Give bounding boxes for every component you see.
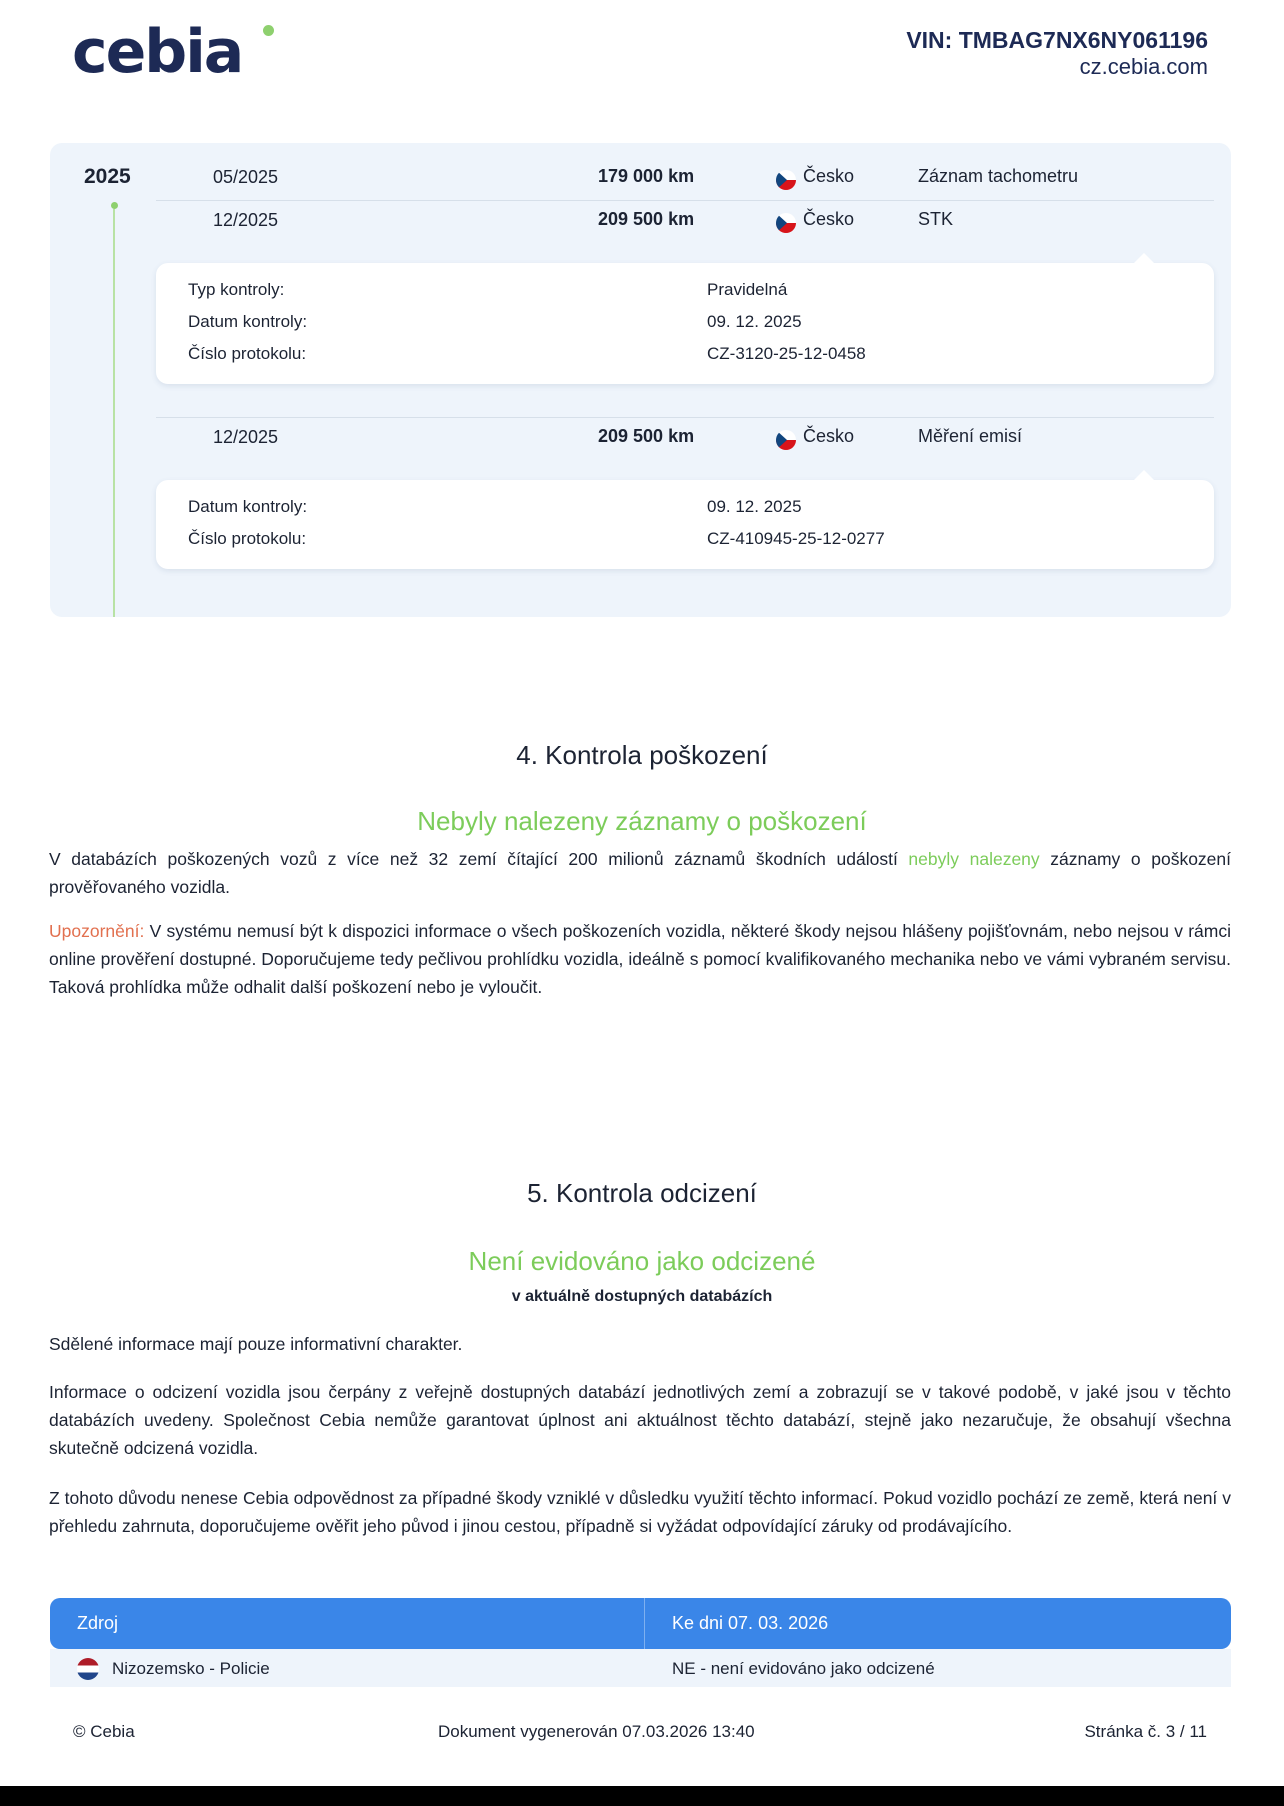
footer-copyright: © Cebia bbox=[73, 1722, 135, 1741]
cebia-logo bbox=[72, 17, 243, 87]
detail-value: 09. 12. 2025 bbox=[707, 497, 802, 516]
bottom-bar bbox=[0, 1786, 1284, 1806]
row-country: Česko bbox=[803, 209, 855, 229]
website-link[interactable]: cz.cebia.com bbox=[1079, 54, 1208, 79]
row-event: Měření emisí bbox=[918, 426, 1023, 446]
theft-paragraph-3: Z tohoto důvodu nenese Cebia odpovědnost za případné škody vzniklé v důsledku využití těchto informací. Pokud vozidlo pochází ze země, která není v přehledu zahrnuta, doporučujeme ověřit jeho původ i jinou cestou, případně si vyžádat odpovídající záruky od prodávajícího. bbox=[49, 1488, 1231, 1536]
netherlands-flag-icon bbox=[77, 1658, 99, 1680]
czech-flag-icon bbox=[776, 213, 796, 233]
logo-text: cebia bbox=[72, 17, 243, 87]
vin-number: VIN: TMBAG7NX6NY061196 bbox=[906, 27, 1208, 53]
timeline-row bbox=[156, 200, 1214, 240]
czech-flag-icon bbox=[776, 430, 796, 450]
emise-detail-card bbox=[156, 480, 1214, 569]
detail-label: Číslo protokolu: bbox=[188, 344, 307, 363]
damage-paragraph: V databázích poškozených vozů z více než 32 zemí čítající 200 milionů záznamů škodních událostí nebyly nalezeny záznamy o poškození prověřovaného vozidla. bbox=[49, 849, 1232, 897]
table-row bbox=[50, 1649, 1231, 1687]
footer-generated: Dokument vygenerován 07.03.2026 13:40 bbox=[438, 1722, 755, 1741]
theft-result: Není evidováno jako odcizené bbox=[468, 1246, 816, 1276]
footer-page-number: Stránka č. 3 / 11 bbox=[1084, 1722, 1207, 1741]
theft-paragraph-2: Informace o odcizení vozidla jsou čerpány z veřejně dostupných databází jednotlivých zemí a zobrazují se v takové podobě, v jaké jsou v těchto databázích uvedeny. Společnost Cebia nemůže garantovat úplnost ani aktuálnost těchto databází, stejně jako nezaručuje, že obsahují všechna skutečně odcizená vozidla. bbox=[49, 1382, 1231, 1458]
row-country: Česko bbox=[803, 426, 855, 446]
header-info bbox=[906, 26, 1208, 80]
table-cell-status: NE - není evidováno jako odcizené bbox=[672, 1659, 935, 1678]
theft-subtitle: v aktuálně dostupných databázích bbox=[511, 1288, 773, 1305]
table-header-date: Ke dni 07. 03. 2026 bbox=[672, 1613, 829, 1633]
theft-paragraph-1: Sdělené informace mají pouze informativní charakter. bbox=[49, 1334, 463, 1354]
damage-result: Nebyly nalezeny záznamy o poškození bbox=[417, 806, 867, 836]
row-event: Záznam tachometru bbox=[918, 166, 1079, 186]
detail-label: Datum kontroly: bbox=[188, 497, 308, 516]
table-header-source: Zdroj bbox=[77, 1613, 119, 1633]
detail-value: CZ-3120-25-12-0458 bbox=[707, 344, 866, 363]
logo-dot bbox=[263, 25, 274, 36]
timeline-row bbox=[156, 158, 1214, 198]
row-km: 179 000 km bbox=[598, 166, 695, 186]
czech-flag-icon bbox=[776, 170, 796, 190]
row-event: STK bbox=[918, 209, 954, 229]
timeline-year: 2025 bbox=[84, 165, 131, 188]
detail-label: Datum kontroly: bbox=[188, 312, 308, 331]
row-date: 12/2025 bbox=[213, 427, 279, 447]
row-km: 209 500 km bbox=[598, 426, 695, 446]
warning-label: Upozornění: bbox=[49, 921, 145, 941]
row-km: 209 500 km bbox=[598, 209, 695, 229]
detail-value: 09. 12. 2025 bbox=[707, 312, 802, 331]
timeline-row bbox=[156, 417, 1214, 457]
damage-section-title: 4. Kontrola poškození bbox=[516, 740, 768, 770]
theft-table-header bbox=[50, 1598, 1231, 1649]
table-cell-source: Nizozemsko - Policie bbox=[112, 1659, 270, 1678]
row-date: 12/2025 bbox=[213, 210, 279, 230]
detail-value: Pravidelná bbox=[707, 280, 788, 299]
stk-detail-card bbox=[156, 263, 1214, 384]
row-country: Česko bbox=[803, 166, 855, 186]
detail-value: CZ-410945-25-12-0277 bbox=[707, 529, 885, 548]
timeline-dot bbox=[111, 202, 118, 209]
theft-section-title: 5. Kontrola odcizení bbox=[527, 1178, 757, 1208]
detail-label: Typ kontroly: bbox=[188, 280, 285, 299]
detail-label: Číslo protokolu: bbox=[188, 529, 307, 548]
row-date: 05/2025 bbox=[213, 167, 279, 187]
timeline-line bbox=[113, 209, 115, 617]
damage-warning: Upozornění: V systému nemusí být k dispozici informace o všech poškozeních vozidla, některé škody nejsou hlášeny pojišťovnám, nebo nejsou v rámci online prověření dostupné. Doporučujeme tedy pečlivou prohlídku vozidla, ideálně s pomocí kvalifikovaného mechanika nebo ve vámi vybraném servisu. Taková prohlídka může odhalit další poškození nebo je vyloučit. bbox=[49, 921, 1231, 997]
